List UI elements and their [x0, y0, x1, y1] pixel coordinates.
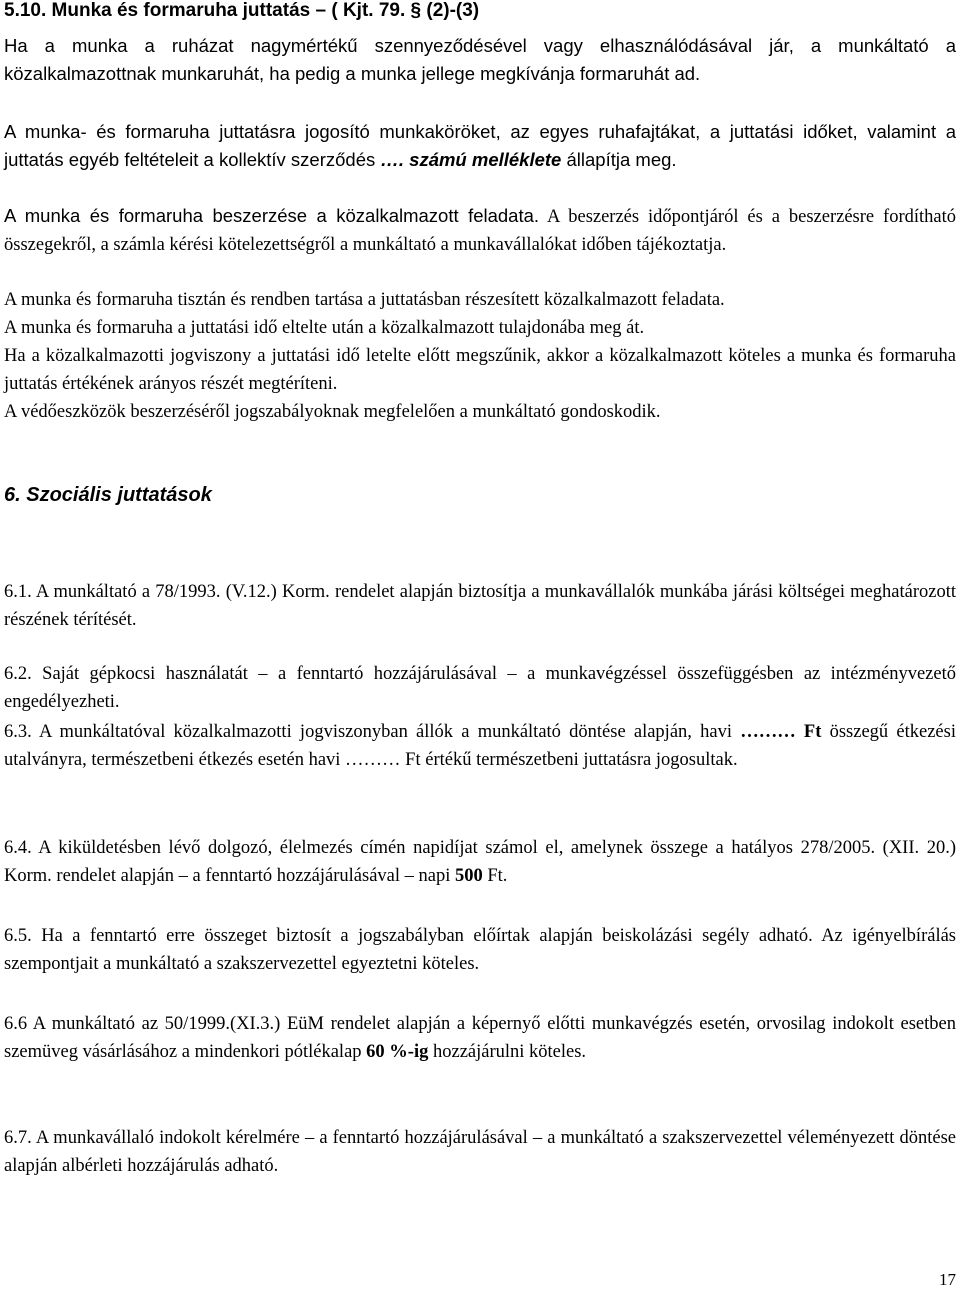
- section-6-heading: 6. Szociális juttatások: [4, 484, 212, 506]
- paragraph-workwear-procurement: [4, 202, 956, 259]
- paragraph-6-5: 6.5. Ha a fenntartó erre összeget biztosít a jogszabályban előírtak alapján beiskolázási segély adható. Az igényelbírálás szempontjait a munkáltató a szakszervezettel egyeztetni köteles.: [4, 926, 956, 974]
- paragraph-6-1: 6.1. A munkáltató a 78/1993. (V.12.) Korm. rendelet alapján biztosítja a munkavállalók munkába járási költségei meghatározott részének térítését.: [4, 582, 956, 630]
- text-run: hozzájárulni köteles.: [428, 1042, 587, 1062]
- paragraph-6-7: 6.7. A munkavállaló indokolt kérelmére – a fenntartó hozzájárulásával – a munkáltató a szakszervezettel véleményezett döntése alapján albérleti hozzájárulás adható.: [4, 1128, 956, 1176]
- paragraph-workwear-entitlement: Ha a munka a ruházat nagymértékű szennyeződésével vagy elhasználódásával jár, a munkáltató a közalkalmazottnak munkaruhát, ha pedig a munka jellege megkívánja formaruhát ad.: [4, 35, 956, 84]
- paragraph-workwear-reimbursement: Ha a közalkalmazotti jogviszony a juttatási idő letelte előtt megszűnik, akkor a közalkalmazott köteles a munka és formaruha juttatás értékének arányos részét megtéríteni.: [4, 346, 956, 394]
- text-run: A beszerzés időpontjáról és a beszerzésre fordítható összegekről, a számla kérési kötelezettségről a munkáltató a munkavállalókat időben tájékoztatja.: [4, 207, 956, 255]
- paragraph-6-6: [4, 1010, 956, 1066]
- section-5-10-heading: 5.10. Munka és formaruha juttatás – ( Kjt. 79. § (2)-(3): [4, 0, 480, 21]
- glasses-contribution-percent: 60 %-ig: [366, 1042, 429, 1062]
- paragraph-workwear-ownership: A munka és formaruha a juttatási idő eltelte után a közalkalmazott tulajdonába meg át.: [4, 318, 645, 338]
- text-run: A munka- és formaruha juttatásra jogosító munkaköröket, az egyes ruhafajtákat, a juttatási időket, valamint a juttatás egyéb feltételeit a kollektív szerződés: [4, 121, 956, 170]
- paragraph-6-3: [4, 718, 956, 774]
- text-run: 6.4. A kiküldetésben lévő dolgozó, élelmezés címén napidíjat számol el, amelynek összege a hatályos 278/2005. (XII. 20.) Korm. rendelet alapján – a fenntartó hozzájárulásával – napi: [4, 838, 956, 886]
- paragraph-6-2: 6.2. Saját gépkocsi használatát – a fenntartó hozzájárulásával – a munkavégzéssel összefüggésben az intézményvezető engedélyezheti.: [4, 664, 956, 712]
- text-run: összegű étkezési utalványra, természetbeni étkezés esetén havi ……… Ft értékű természetbeni juttatásra jogosultak.: [4, 722, 956, 770]
- text-run: 6.6 A munkáltató az 50/1999.(XI.3.) EüM rendelet alapján a képernyő előtti munkavégzés esetén, orvosilag indokolt esetben szemüveg vásárlásához a mindenkori pótlékalap: [4, 1014, 956, 1062]
- annex-reference: …. számú melléklete: [380, 149, 562, 170]
- page-number: 17: [939, 1270, 956, 1289]
- text-run: állapítja meg.: [561, 149, 677, 170]
- paragraph-protective-equipment: A védőeszközök beszerzéséről jogszabályoknak megfelelően a munkáltató gondoskodik.: [4, 402, 661, 422]
- text-run: A munka és formaruha beszerzése a közalkalmazott feladata.: [4, 205, 540, 226]
- daily-allowance-amount: 500: [455, 866, 483, 886]
- amount-placeholder: ……… Ft: [740, 722, 822, 742]
- paragraph-workwear-maintenance: A munka és formaruha tisztán és rendben tartása a juttatásban részesített közalkalmazott feladata.: [4, 290, 725, 310]
- text-run: 6.3. A munkáltatóval közalkalmazotti jogviszonyban állók a munkáltató döntése alapján, havi: [4, 722, 741, 742]
- text-run: Ft.: [482, 866, 508, 886]
- paragraph-workwear-collective-agreement: [4, 118, 956, 174]
- paragraph-6-4: [4, 834, 956, 890]
